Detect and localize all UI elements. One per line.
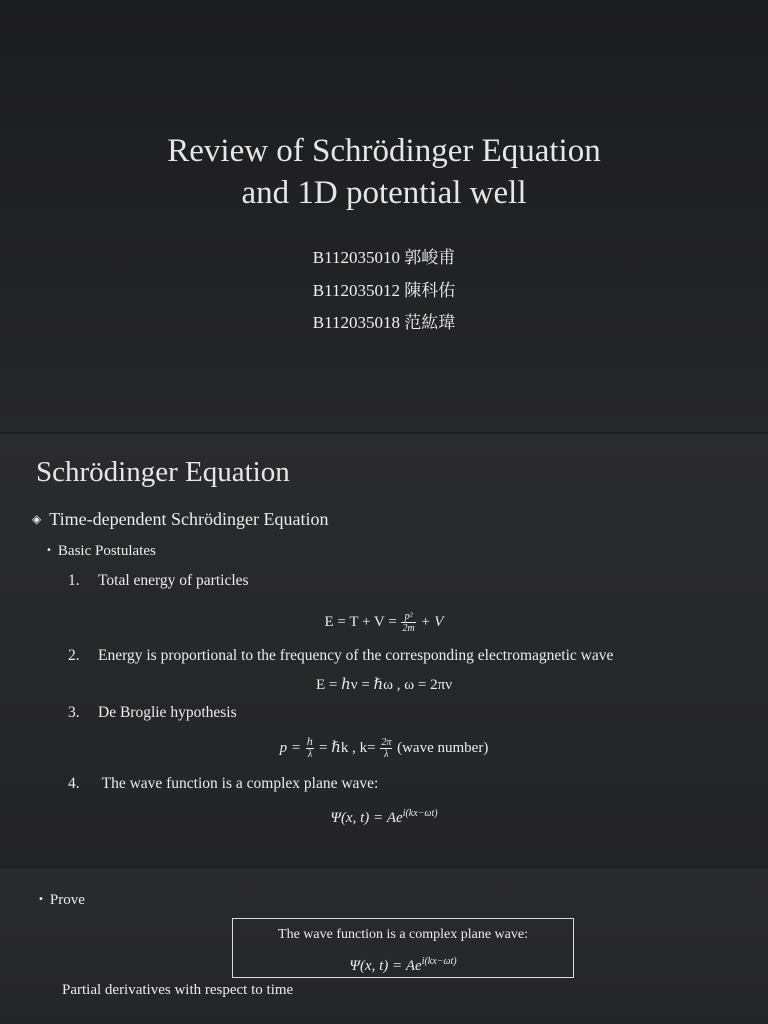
prove-text: Prove xyxy=(49,892,85,908)
dot-bullet-icon: • xyxy=(46,545,52,556)
equation-wave-function xyxy=(0,804,768,828)
sub-bullet-text: Basic Postulates xyxy=(57,543,156,559)
bullet-prove xyxy=(38,890,85,912)
box-text: The wave function is a complex plane wave: xyxy=(278,927,528,942)
item-number: 1. xyxy=(68,572,80,589)
item-number: 2. xyxy=(68,647,80,664)
eq1-fraction xyxy=(401,611,415,634)
list-item xyxy=(68,571,249,591)
eq1-lhs: E = T + V = xyxy=(324,613,401,630)
eq3-f1-numerator: ℎ xyxy=(306,737,314,748)
diamond-bullet-icon: ◈ xyxy=(32,512,42,526)
list-item xyxy=(68,774,378,794)
title-slide xyxy=(0,0,768,432)
dot-bullet-icon: • xyxy=(38,894,44,905)
item-number: 4. xyxy=(68,775,80,792)
item-text: Energy is proportional to the frequency of the corresponding electromagnetic wave xyxy=(98,647,614,664)
title-line-2: and 1D potential well xyxy=(241,175,527,211)
list-item xyxy=(68,646,613,666)
item-text: Total energy of particles xyxy=(98,572,249,589)
eq3-p: p = xyxy=(279,739,302,756)
box-eq-base: Ψ(x, t) = Ae xyxy=(349,958,422,974)
equation-de-broglie xyxy=(0,737,768,760)
eq1-numerator: p² xyxy=(401,611,415,623)
list-item xyxy=(68,703,237,723)
title-line-1: Review of Schrödinger Equation xyxy=(167,133,601,169)
slide-heading: Schrödinger Equation xyxy=(36,456,290,488)
schrodinger-slide xyxy=(0,434,768,866)
eq4-exponent: i(kx−ωt) xyxy=(402,808,438,819)
eq3-fraction-2 xyxy=(380,737,392,760)
author-3: B112035018 范紘瑋 xyxy=(312,313,456,332)
prove-slide xyxy=(0,868,768,1024)
eq4-base: Ψ(x, t) = Ae xyxy=(330,810,403,826)
item-text: The wave function is a complex plane wave: xyxy=(98,775,379,792)
bullet-basic-postulates xyxy=(46,541,156,563)
author-2: B112035012 陳科佑 xyxy=(312,281,456,300)
bullet-time-dependent xyxy=(32,508,329,532)
item-number: 3. xyxy=(68,704,80,721)
eq3-f1-denominator: λ xyxy=(307,749,313,760)
equation-total-energy xyxy=(0,611,768,634)
box-equation xyxy=(233,952,573,976)
equation-energy-frequency: E = ℎν = ℏω , ω = 2πν xyxy=(316,677,452,693)
item-text: De Broglie hypothesis xyxy=(98,704,237,721)
wave-function-box xyxy=(232,918,574,978)
eq3-mid: = ℏk , k= xyxy=(319,739,376,756)
bullet-text: Time-dependent Schrödinger Equation xyxy=(49,509,329,529)
partial-derivatives-text: Partial derivatives with respect to time xyxy=(62,982,294,998)
eq3-fraction-1 xyxy=(306,737,314,760)
box-eq-exponent: i(kx−ωt) xyxy=(421,956,457,967)
eq3-f2-numerator: 2π xyxy=(381,737,392,748)
eq3-f2-denominator: λ xyxy=(384,749,389,760)
eq1-rhs: + V xyxy=(420,613,444,630)
eq3-tail: (wave number) xyxy=(397,739,489,756)
eq1-denominator: 2m xyxy=(402,623,415,634)
author-1: B112035010 郭峻甫 xyxy=(312,248,456,267)
